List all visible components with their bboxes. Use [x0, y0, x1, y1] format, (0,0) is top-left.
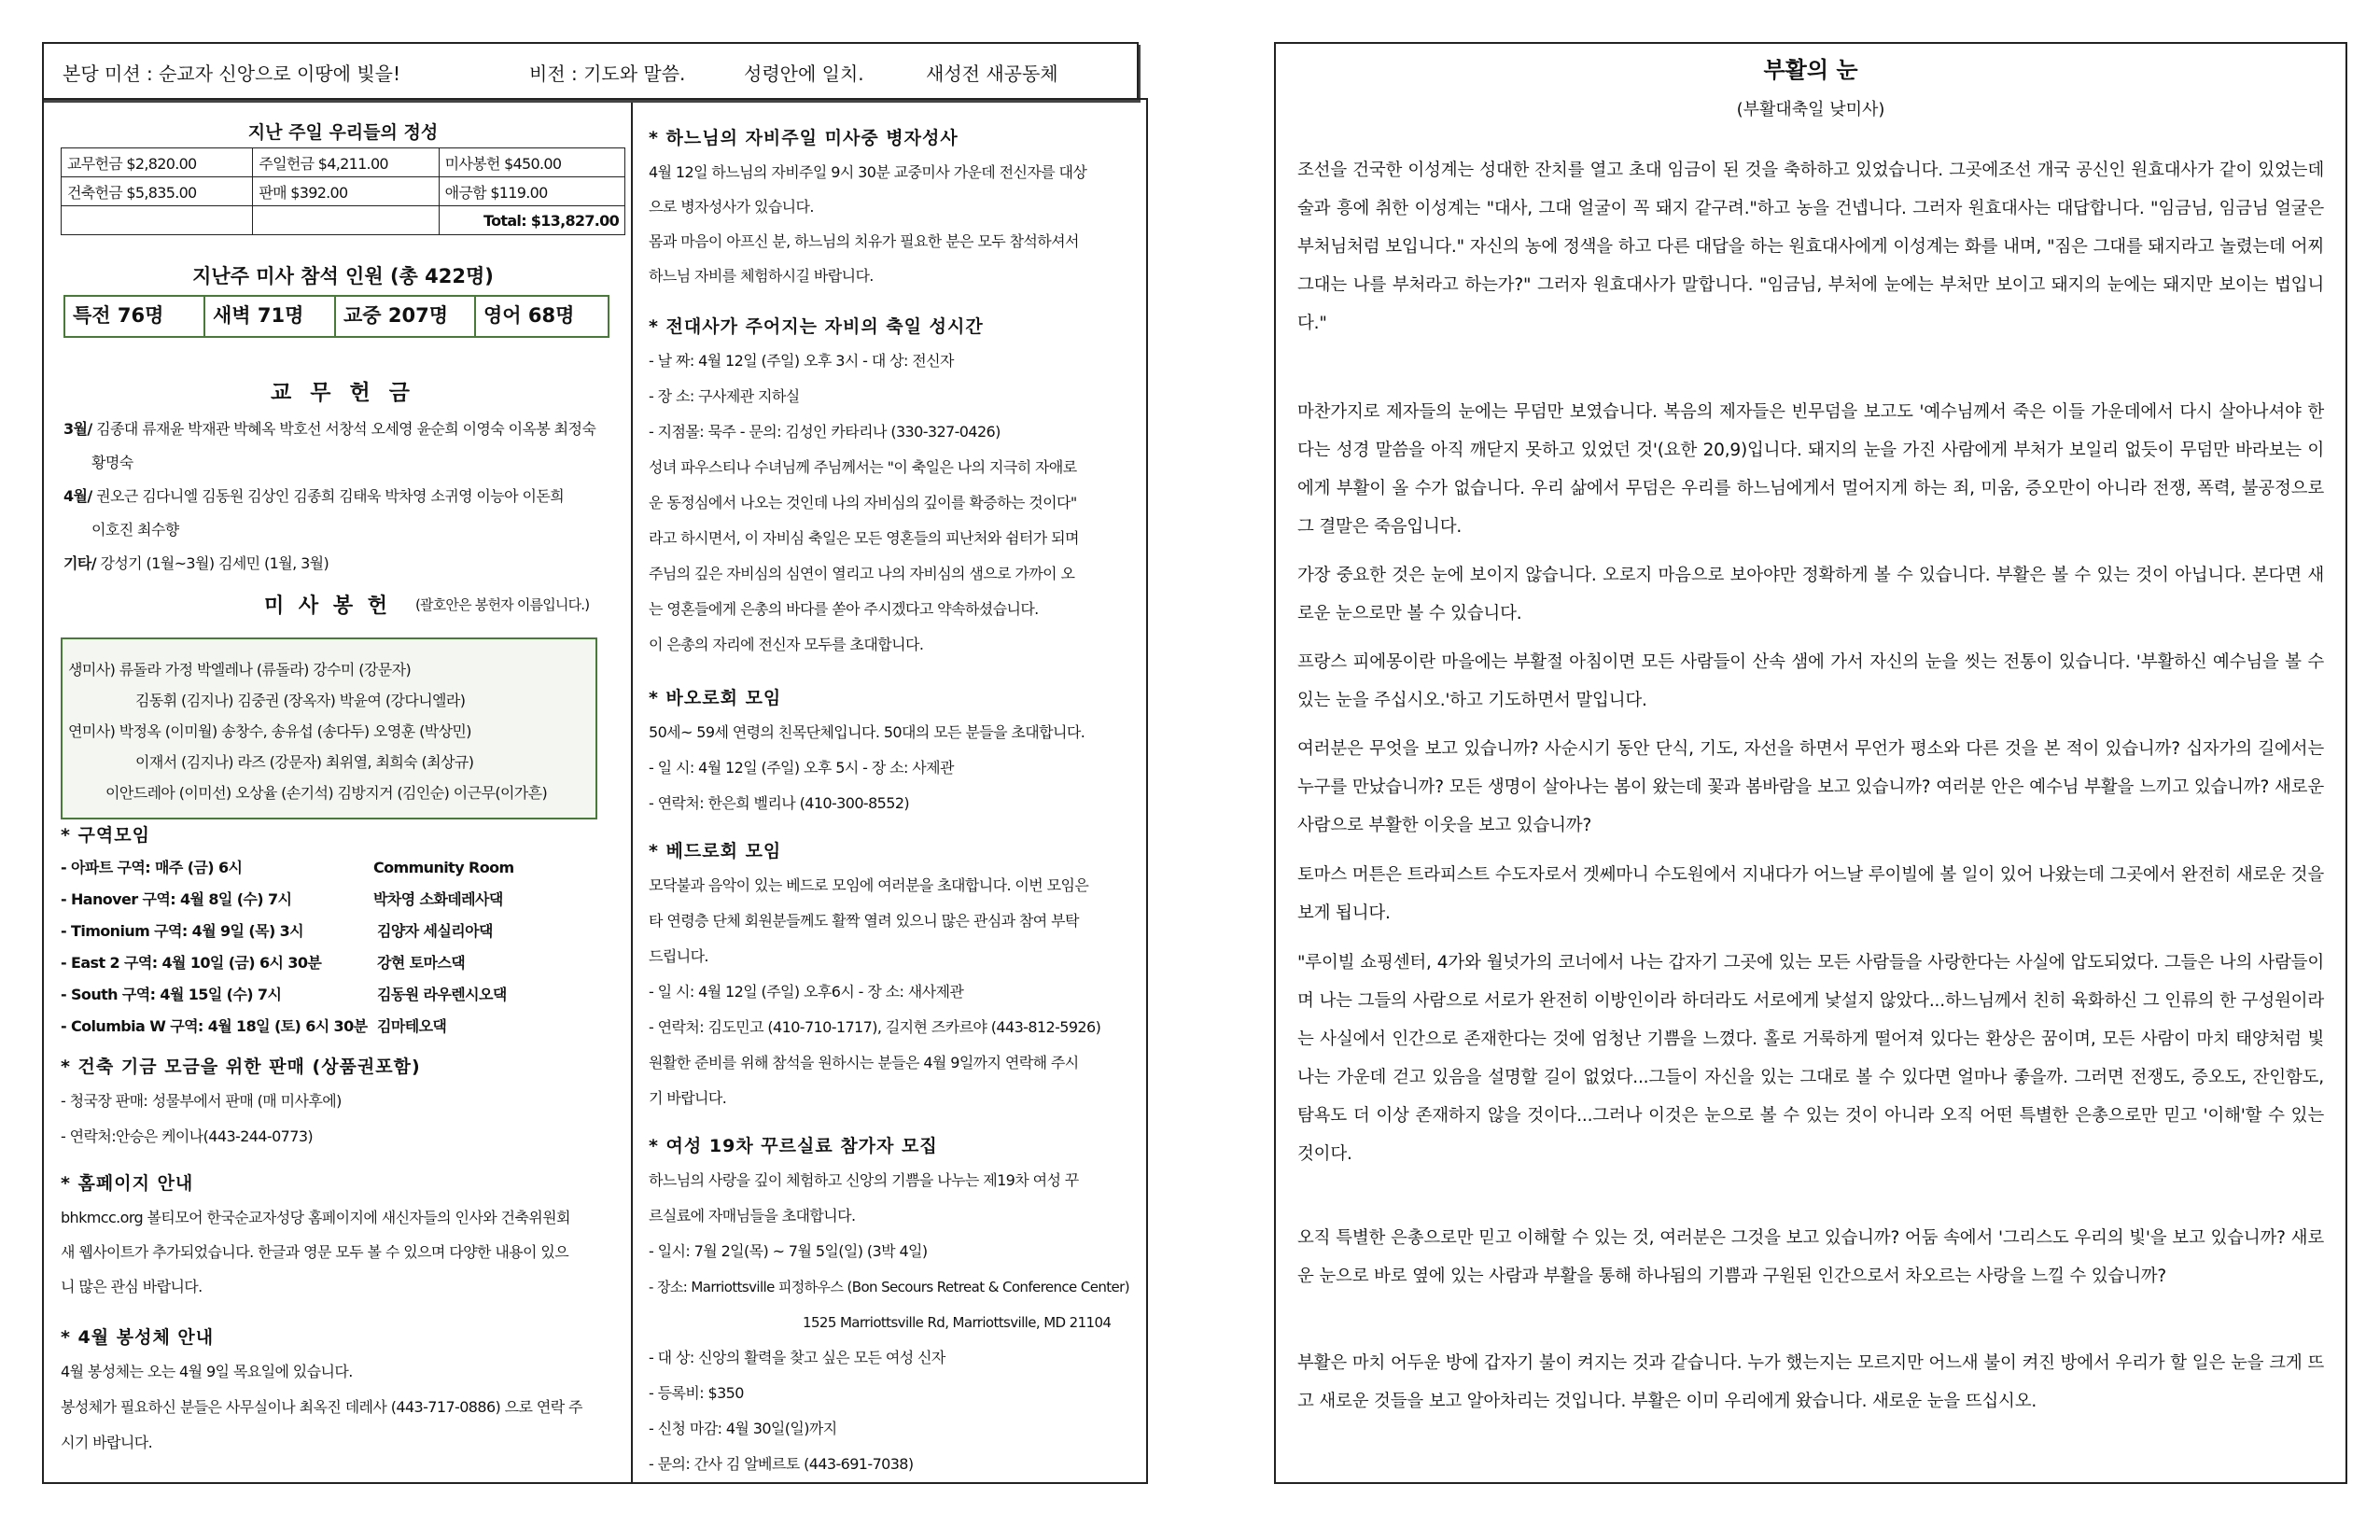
- list-item: - 연락처: 한은희 벨리나 (410-300-8552): [649, 794, 910, 812]
- list-item: 이 은총의 자리에 전신자 모두를 초대합니다.: [649, 636, 924, 653]
- section-title: * 바오로회 모임: [649, 688, 782, 708]
- list-item: 주님의 깊은 자비심의 심연이 열리고 나의 자비심의 샘으로 가까이 오: [649, 565, 1075, 582]
- essay-paragraph: 부활은 마치 어두운 방에 갑자기 불이 켜지는 것과 같습니다. 누가 했는지는 모르지만 어느새 불이 켜진 방에서 우리가 할 일은 눈을 크게 뜨고 새로운 것들을 보고 알아차리는 것입니다. 부활은 이미 우리에게 왔습니다. 새로운 눈을 뜨십시오.: [1297, 1353, 2324, 1411]
- list-item: [61, 1011, 625, 1043]
- gyomu-list: [63, 413, 628, 581]
- offering-total: Total: $13,827.00: [439, 206, 624, 235]
- table-row: [62, 177, 625, 206]
- essay-paragraph: 마찬가지로 제자들의 눈에는 무덤만 보였습니다. 복음의 제자들은 빈무덤을 보고도 '예수님께서 죽은 이들 가운데에서 다시 살아나셔야 한다는 성경 말씀을 아직 깨닫지 못하고 있었던 것'(요한 20,9)입니다. 돼지의 눈을 가진 사람에게 부처가 보일리 없듯이 무덤만 바라보는 이에게 부활이 올 수가 없습니다. 우리 삶에서 무덤은 우리를 하느님에게서 멀어지게 하는 죄, 미움, 증오만이 아니라 전쟁, 폭력, 불공정으로 그 결말은 죽음입니다.: [1297, 402, 2324, 537]
- essay-subtitle: (부활대축일 낮미사): [1736, 100, 1885, 119]
- list-item: [63, 480, 628, 513]
- list-item: 타 연령층 단체 회원분들께도 활짝 열려 있으니 많은 관심과 참여 부탁: [649, 912, 1079, 930]
- attendance-cell: 특전 76명: [65, 297, 205, 336]
- list-item: [63, 446, 628, 480]
- indulgence-section: [649, 313, 1134, 663]
- gyomu-month: 3월/: [63, 420, 92, 438]
- list-item: bhkmcc.org 볼티모어 한국순교자성당 홈페이지에 새신자들의 인사와 건축위원회: [61, 1209, 570, 1226]
- list-item: - 장소: Marriottsville 피정하우스 (Bon Secours Retreat & Conference Center): [649, 1279, 1129, 1295]
- essay-paragraph: 프랑스 피에몽이란 마을에는 부활절 아침이면 모든 사람들이 산속 샘에 가서 자신의 눈을 씻는 전통이 있습니다. '부활하신 예수님을 볼 수 있는 눈을 주십시오.'하고 기도하면서 말입니다.: [1297, 652, 2324, 710]
- list-item: 성녀 파우스티나 수녀님께 주님께서는 "이 축일은 나의 지극히 자애로: [649, 458, 1077, 476]
- table-cell: 미사봉헌 $450.00: [439, 148, 624, 177]
- section-title: * 전대사가 주어지는 자비의 축일 성시간: [649, 316, 984, 337]
- district-time: - East 2 구역: 4월 10일 (금) 6시 30분: [61, 954, 322, 972]
- list-item: 르실료에 자매님들을 초대합니다.: [649, 1207, 856, 1225]
- column-divider: [631, 103, 633, 1484]
- list-item: 봉성체가 필요하신 분들은 사무실이나 최옥진 데레사 (443-717-0886) 으로 연락 주: [61, 1398, 582, 1416]
- district-place: 강현 토마스댁: [377, 954, 466, 972]
- essay-paragraph: 조선을 건국한 이성계는 성대한 잔치를 열고 초대 임금이 된 것을 축하하고 있었습니다. 그곳에조선 개국 공신인 원효대사가 같이 있었는데 술과 흥에 취한 이성계는 "대사, 그대 얼굴이 꼭 돼지 같구려."하고 농을 건넵니다. 그러자 원효대사는 대답합니다. "임금님, 임금님 얼굴은 부처님처럼 보입니다." 자신의 농에 정색을 하고 다른 대답을 하는 원효대사에게 이성계는 화를 내며, "짐은 그대를 돼지라고 놀렸는데 어찌 그대는 나를 부처라고 하는가?" 그러자 원효대사가 말합니다. "임금님, 부처에 눈에는 부처만 보이고 돼지의 눈에는 돼지만 보이는 법입니다.": [1297, 161, 2324, 333]
- vision-item-community: 새성전 새공동체: [926, 63, 1058, 85]
- list-item: 는 영혼들에게 은총의 바다를 쏟아 주시겠다고 약속하셨습니다.: [649, 600, 1039, 618]
- list-item: [61, 979, 625, 1011]
- list-item: 운 동정심에서 나오는 것인데 나의 자비심의 깊이를 확증하는 것이다": [649, 494, 1077, 511]
- list-item: - 연락처: 김도민고 (410-710-1717), 길지현 즈카르야 (443-812-5926): [649, 1018, 1101, 1036]
- cursillo-section: [649, 1132, 1134, 1482]
- list-item: 새 웹사이트가 추가되었습니다. 한글과 영문 모두 볼 수 있으며 다양한 내용이 있으: [61, 1243, 569, 1261]
- list-item: - 지점몰: 묵주 - 문의: 김성인 카타리나 (330-327-0426): [649, 423, 1001, 441]
- list-item: 1525 Marriottsville Rd, Marriottsville, MD 21104: [803, 1314, 1112, 1331]
- list-item: [63, 547, 628, 581]
- list-item: - 일 시: 4월 12일 (주일) 오후6시 - 장 소: 새사제관: [649, 983, 964, 1001]
- district-place: 박차영 소화데레사댁: [373, 890, 503, 908]
- mission-statement: 본당 미션 : 순교자 신앙으로 이땅에 빛을!: [63, 63, 401, 85]
- table-row: [62, 148, 625, 177]
- offering-table: [61, 147, 625, 235]
- list-item: 연미사) 박정옥 (이미월) 송창수, 송유섭 (송다두) 오영훈 (박상민): [68, 722, 471, 740]
- table-row: [62, 206, 625, 235]
- gyomu-names: 황명숙: [91, 454, 133, 471]
- district-time: - Timonium 구역: 4월 9일 (목) 3시: [61, 922, 304, 940]
- list-item: 모닥불과 음악이 있는 베드로 모임에 여러분을 초대합니다. 이번 모임은: [649, 876, 1089, 894]
- essay-title: 부활의 눈: [1763, 57, 1858, 83]
- list-item: [61, 884, 625, 916]
- list-item: [63, 413, 628, 446]
- district-time: - 아파트 구역: 매주 (금) 6시: [61, 859, 243, 876]
- district-time: - Hanover 구역: 4월 8일 (수) 7시: [61, 890, 292, 908]
- offering-title: 지난 주일 우리들의 정성: [247, 122, 439, 143]
- list-item: 이안드레아 (이미선) 오상율 (손기석) 김방지거 (김인순) 이근무(이가흔): [105, 784, 548, 802]
- essay-paragraph: "루이빌 쇼핑센터, 4가와 월넛가의 코너에서 나는 갑자기 그곳에 있는 모든 사람들을 사랑한다는 사실에 압도되었다. 그들은 나의 사람들이며 나는 그들의 사람으로 서로가 완전히 이방인이라 하더라도 서로에게 낯설지 않았다...하느님께서 친히 육화하신 그 인류의 한 구성원이라는 사실에서 인간으로 존재한다는 것에 엄청난 기쁨을 느꼈다. 홀로 거룩하게 떨어져 있다는 환상은 꿈이며, 모든 사람이 마치 태양처럼 빛나는 가운데 걷고 있음을 설명할 길이 없었다...그들이 자신을 있는 그대로 볼 수 있다면 얼마나 좋을까. 그러면 전쟁도, 증오도, 잔인함도, 탐욕도 더 이상 존재하지 않을 것이다...그러나 이것은 눈으로 볼 수 있는 것이 아니라 오직 어떤 특별한 은총으로만 믿고 '이해'할 수 있는 것이다.: [1297, 953, 2324, 1164]
- gyomu-title: 교 무 헌 금: [271, 381, 415, 405]
- gyomu-month: 4월/: [63, 487, 92, 505]
- table-cell: [253, 206, 439, 235]
- list-item: [61, 916, 625, 947]
- attendance-row: [63, 295, 609, 338]
- list-item: 니 많은 관심 바랍니다.: [61, 1278, 203, 1295]
- essay-paragraph: 가장 중요한 것은 눈에 보이지 않습니다. 오로지 마음으로 보아야만 정확하게 볼 수 있습니다. 부활은 볼 수 있는 것이 아닙니다. 본다면 새로운 눈으로만 볼 수 있습니다.: [1297, 566, 2324, 623]
- homepage-section: [61, 1169, 625, 1304]
- attendance-cell: 새벽 71명: [205, 297, 336, 336]
- list-item: - 장 소: 구사제관 지하실: [649, 387, 800, 405]
- mission-bar: [42, 42, 1139, 100]
- list-item: 4월 봉성체는 오는 4월 9일 목요일에 있습니다.: [61, 1363, 353, 1380]
- list-item: - 일 시: 4월 12일 (주일) 오후 5시 - 장 소: 사제관: [649, 759, 954, 777]
- attendance-cell: 교중 207명: [336, 297, 476, 336]
- district-place: 김양자 세실리아댁: [377, 922, 493, 940]
- list-item: 몸과 마음이 아프신 분, 하느님의 치유가 필요한 분은 모두 참석하셔서: [649, 232, 1079, 250]
- section-title: * 여성 19차 꾸르실료 참가자 모집: [649, 1136, 938, 1156]
- list-item: 드립니다.: [649, 947, 708, 965]
- list-item: 시기 바랍니다.: [61, 1434, 153, 1451]
- list-item: - 문의: 간사 김 알베르토 (443-691-7038): [649, 1455, 914, 1473]
- section-title: * 베드로회 모임: [649, 841, 782, 861]
- attendance-title: 지난주 미사 참석 인원 (총 422명): [192, 265, 494, 287]
- table-cell: 판매 $392.00: [253, 177, 439, 206]
- vision-item-unity: 성령안에 일치.: [744, 63, 864, 85]
- list-item: 기 바랍니다.: [649, 1089, 727, 1107]
- section-title: * 건축 기금 모금을 위한 판매 (상품권포함): [61, 1057, 421, 1077]
- list-item: 원활한 준비를 위해 참석을 원하시는 분들은 4월 9일까지 연락해 주시: [649, 1054, 1079, 1071]
- list-item: - 연락처:안승은 케이나(443-244-0773): [61, 1127, 314, 1145]
- list-item: 하느님 자비를 체험하시길 바랍니다.: [649, 267, 874, 285]
- anointing-section: [649, 124, 1134, 293]
- table-cell: 주일헌금 $4,211.00: [253, 148, 439, 177]
- list-item: 김동휘 (김지나) 김중권 (장옥자) 박윤여 (강다니엘라): [135, 692, 466, 709]
- essay-paragraph: 여러분은 무엇을 보고 있습니까? 사순시기 동안 단식, 기도, 자선을 하면서 무언가 평소와 다른 것을 본 적이 있습니까? 십자가의 길에서는 누구를 만났습니까? 모든 생명이 살아나는 봄이 왔는데 꽃과 봄바람을 보고 있습니까? 여러분 안은 예수님 부활을 느끼고 있습니까? 새로운 사람으로 부활한 이웃을 보고 있습니까?: [1297, 739, 2324, 835]
- baoro-section: [649, 684, 1134, 821]
- section-title: * 하느님의 자비주일 미사중 병자성사: [649, 128, 959, 148]
- list-item: [61, 947, 625, 979]
- district-place: Community Room: [373, 859, 514, 876]
- list-item: [63, 513, 628, 547]
- district-place: 김마테오댁: [377, 1017, 447, 1035]
- district-time: - South 구역: 4월 15일 (수) 7시: [61, 986, 282, 1003]
- table-cell: 건축헌금 $5,835.00: [62, 177, 253, 206]
- section-title: * 4월 봉성체 안내: [61, 1327, 215, 1348]
- vision-statement: 비전 : 기도와 말씀.: [529, 63, 686, 85]
- district-time: - Columbia W 구역: 4월 18일 (토) 6시 30분: [61, 1017, 368, 1035]
- gyomu-names: 김종대 류재윤 박재관 박혜옥 박호선 서창석 오세영 윤순희 이영숙 이옥봉 최정숙: [96, 420, 596, 438]
- essay-paragraph: 오직 특별한 은총으로만 믿고 이해할 수 있는 것, 여러분은 그것을 보고 있습니까? 어둠 속에서 '그리스도 우리의 빛'을 보고 있습니까? 새로운 눈으로 바로 옆에 있는 사람과 부활을 통해 하나됨의 기쁨과 구원된 인간으로서 차오르는 사랑을 느낄 수 있습니까?: [1297, 1228, 2324, 1286]
- list-item: - 등록비: $350: [649, 1384, 744, 1402]
- district-place: 김동원 라우렌시오댁: [377, 986, 507, 1003]
- table-cell: 애긍함 $119.00: [439, 177, 624, 206]
- building-section: [61, 1053, 625, 1155]
- mass-offering-box: [61, 637, 597, 819]
- list-item: - 신청 마감: 4월 30일(일)까지: [649, 1420, 837, 1437]
- table-cell: 교무헌금 $2,820.00: [62, 148, 253, 177]
- list-item: 으로 병자성사가 있습니다.: [649, 198, 814, 216]
- attendance-cell: 영어 68명: [483, 304, 575, 327]
- list-item: - 날 짜: 4월 12일 (주일) 오후 3시 - 대 상: 전신자: [649, 352, 954, 370]
- list-item: 생미사) 류돌라 가정 박엘레나 (류돌라) 강수미 (강문자): [68, 661, 412, 679]
- list-item: 라고 하시면서, 이 자비심 축일은 모든 영혼들의 피난처와 쉼터가 되며: [649, 529, 1079, 547]
- list-item: - 일시: 7월 2일(목) ~ 7월 5일(일) (3박 4일): [649, 1242, 928, 1260]
- list-item: 이재서 (김지나) 라즈 (강문자) 최위열, 최희숙 (최상규): [135, 753, 474, 771]
- list-item: 50세~ 59세 연령의 친목단체입니다. 50대의 모든 분들을 초대합니다.: [649, 723, 1085, 741]
- table-cell: [62, 206, 253, 235]
- essay-paragraph: 토마스 머튼은 트라피스트 수도자로서 겟쎄마니 수도원에서 지내다가 어느날 루이빌에 볼 일이 있어 나왔는데 그곳에서 완전히 새로운 것을 보게 됩니다.: [1297, 865, 2324, 923]
- communion-section: [61, 1323, 625, 1461]
- gyomu-names: 이호진 최수향: [91, 521, 179, 539]
- gyomu-names: 강성기 (1월~3월) 김세민 (1월, 3월): [100, 554, 329, 572]
- list-item: - 청국장 판매: 성물부에서 판매 (매 미사후에): [61, 1092, 342, 1110]
- list-item: [61, 852, 625, 884]
- bedro-section: [649, 837, 1134, 1116]
- list-item: - 대 상: 신앙의 활력을 찾고 싶은 모든 여성 신자: [649, 1349, 945, 1366]
- gyomu-month: 기타/: [63, 554, 96, 572]
- list-item: 4월 12일 하느님의 자비주일 9시 30분 교중미사 가운데 전신자를 대상: [649, 163, 1087, 181]
- mass-offering-note: (괄호안은 봉헌자 이름입니다.): [415, 596, 590, 613]
- list-item: 하느님의 사랑을 깊이 체험하고 신앙의 기쁨을 나누는 제19차 여성 꾸: [649, 1171, 1079, 1189]
- section-title: * 구역모임: [61, 825, 150, 846]
- section-title: * 홈페이지 안내: [61, 1173, 194, 1194]
- mass-offering-title: 미 사 봉 헌: [264, 595, 391, 618]
- district-section: [61, 821, 625, 1043]
- gyomu-names: 권오근 김다니엘 김동원 김상인 김종희 김태욱 박차영 소귀영 이능아 이돈희: [96, 487, 565, 505]
